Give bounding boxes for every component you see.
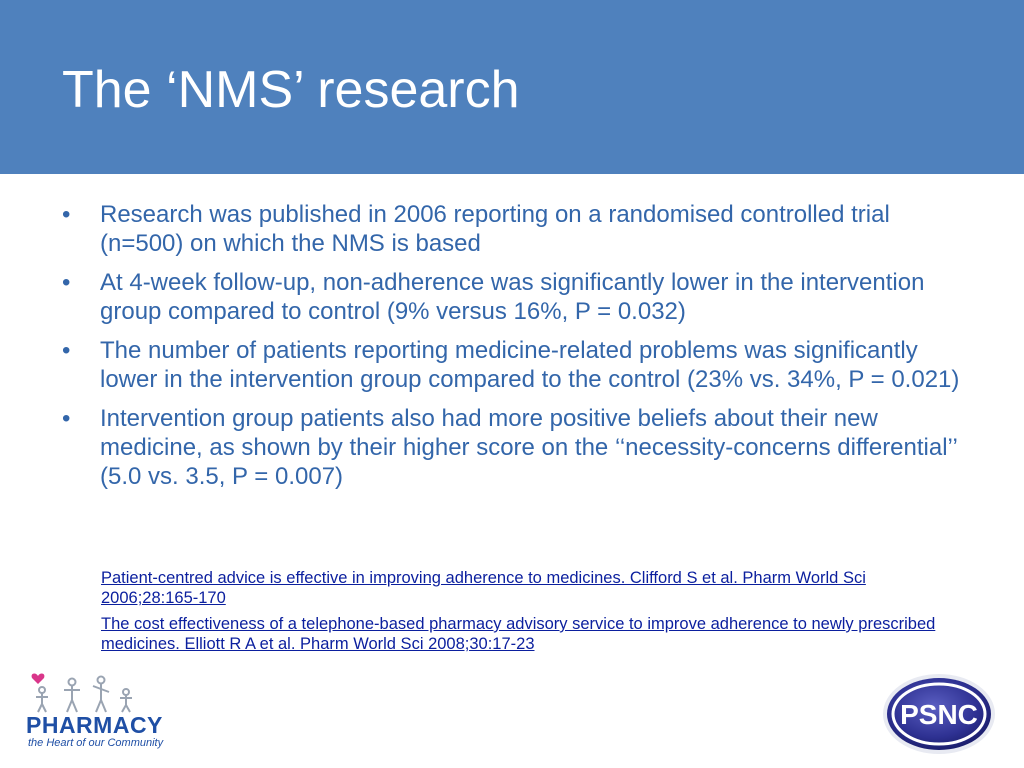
bullet-item [60,404,960,491]
bullet-text: At 4-week follow-up, non-adherence was significantly lower in the intervention group compared to control (9% versus 16%, P = 0.032) [100,269,925,325]
bullet-text: Research was published in 2006 reporting on a randomised controlled trial (n=500) on which the NMS is based [100,201,890,257]
reference-link-elliott[interactable]: The cost effectiveness of a telephone-based pharmacy advisory service to improve adherence to newly prescribed medicines. Elliott R A et al. Pharm World Sci 2008;30:17-23 [101,615,936,653]
pharmacy-wordmark: PHARMACY [26,712,163,738]
title-bar [0,0,1024,174]
bullet-item [60,336,960,394]
pharmacy-tagline: the Heart of our Community [28,737,164,749]
bullet-item [60,268,960,326]
bullet-item [60,200,960,258]
pharmacy-logo [26,670,166,754]
reference-link-clifford[interactable]: Patient-centred advice is effective in improving adherence to medicines. Clifford S et al. Pharm World Sci 2006;28:165-170 [101,569,866,607]
psnc-badge-icon [880,672,998,756]
bullet-dot: • [62,405,71,432]
bullet-dot: • [62,269,71,296]
psnc-text: PSNC [900,699,978,730]
bullet-text: Intervention group patients also had more positive beliefs about their new medicine, as shown by their higher score on the ‘‘necessity-concerns differential’’ (5.0 vs. 3.5, P = 0.007) [100,405,957,490]
references [101,568,951,660]
bullet-dot: • [62,201,71,228]
bullet-text: The number of patients reporting medicine-related problems was significantly lower in the intervention group compared to the control (23% vs. 34%, P = 0.021) [100,337,960,393]
bullet-list [60,200,960,501]
people-figures-icon [26,670,156,714]
slide-title: The ‘NMS’ research [62,61,520,119]
bullet-dot: • [62,337,71,364]
psnc-logo [880,672,998,756]
